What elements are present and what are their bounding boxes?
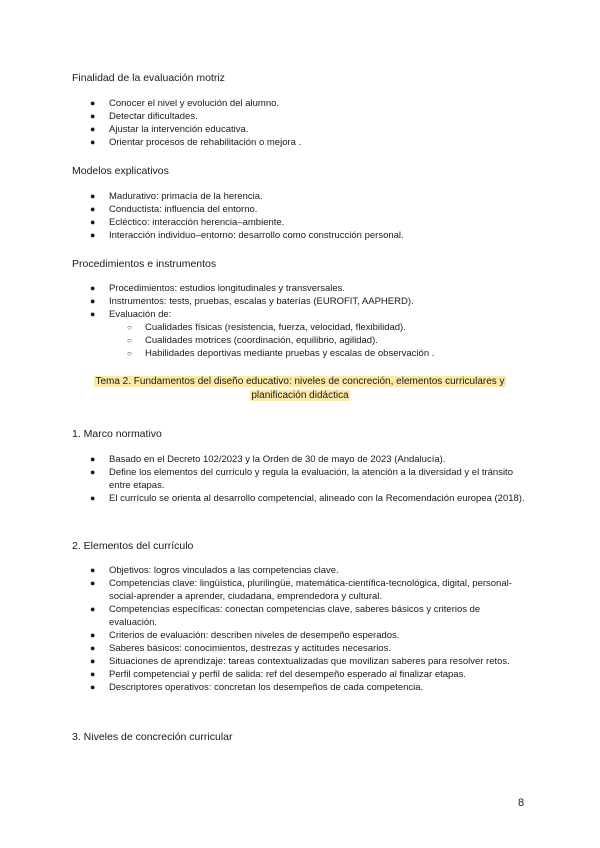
list-item: ● Define los elementos del currículo y regula la evaluación, la atención a la diversidad y el tránsito entre etapas. (90, 467, 513, 491)
sublist-evaluacion (0, 321, 535, 360)
section-heading-niveles: 3. Niveles de concreción curricular (72, 731, 233, 743)
list-procedimientos (0, 282, 529, 321)
sub-list-item: ○ Cualidades físicas (resistencia, fuerza, velocidad, flexibilidad). (127, 322, 406, 333)
list-item: ● Ecléctico: interacción herencia–ambiente. (90, 217, 285, 228)
section-heading-modelos: Modelos explicativos (72, 165, 169, 177)
list-item: ● Conductista: influencia del entorno. (90, 204, 258, 215)
tema-title (60, 375, 540, 403)
list-item: ● Ajustar la intervención educativa. (90, 124, 249, 135)
list-item: ● Situaciones de aprendizaje: tareas contextualizadas que movilizan saberes para resolver retos. (90, 656, 510, 667)
list-item: ● Competencias específicas: conectan competencias clave, saberes básicos y criterios de evaluación. (90, 604, 481, 628)
list-item: ● Procedimientos: estudios longitudinales y transversales. (90, 283, 346, 294)
section-heading-procedimientos: Procedimientos e instrumentos (72, 258, 217, 270)
section-heading-finalidad: Finalidad de la evaluación motriz (72, 72, 225, 84)
list-item: ● Competencias clave: lingüística, plurilingüe, matemática-científica-tecnológica, digital, personal-social-aprender a aprender, ciudadana, emprendedora y cultural. (90, 578, 512, 602)
list-item: ● Conocer el nivel y evolución del alumno. (90, 98, 280, 109)
list-modelos (0, 190, 529, 242)
list-item: ● Descriptores operativos: concretan los desempeños de cada competencia. (90, 682, 424, 693)
list-item: ● Perfil competencial y perfil de salida: ref del desempeño esperado al finalizar etapas. (90, 669, 466, 680)
list-item: ● Detectar dificultades. (90, 111, 198, 122)
list-item: ● Criterios de evaluación: describen niveles de desempeño esperados. (90, 630, 400, 641)
section-heading-elementos: 2. Elementos del currículo (72, 540, 194, 552)
list-marco (0, 453, 529, 505)
sub-list-item: ○ Habilidades deportivas mediante pruebas y escalas de observación . (127, 348, 435, 359)
list-item: ● Instrumentos: tests, pruebas, escalas y baterías (EUROFIT, AAPHERD). (90, 296, 414, 307)
tema-title-line2: planificación didáctica (251, 390, 349, 401)
list-item: ● Basado en el Decreto 102/2023 y la Orden de 30 de mayo de 2023 (Andalucía). (90, 454, 446, 465)
tema-title-line1: Tema 2. Fundamentos del diseño educativo: niveles de concreción, elementos curriculares y (95, 376, 505, 387)
sub-list-item: ○ Cualidades motrices (coordinación, equilibrio, agilidad). (127, 335, 378, 346)
list-item: ● Objetivos: logros vinculados a las competencias clave. (90, 565, 339, 576)
page-number: 8 (518, 797, 525, 809)
list-item: ● Evaluación de: (90, 309, 172, 320)
list-elementos (0, 564, 529, 694)
list-item: ● Saberes básicos: conocimientos, destrezas y actitudes necesarios. (90, 643, 391, 654)
list-item: ● El currículo se orienta al desarrollo competencial, alineado con la Recomendación europea (2018). (90, 493, 525, 504)
list-item: ● Madurativo: primacía de la herencia. (90, 191, 263, 202)
list-item: ● Orientar procesos de rehabilitación o mejora . (90, 137, 302, 148)
list-finalidad (0, 97, 529, 149)
list-item: ● Interacción individuo–entorno: desarrollo como construcción personal. (90, 230, 404, 241)
section-heading-marco: 1. Marco normativo (72, 428, 162, 440)
